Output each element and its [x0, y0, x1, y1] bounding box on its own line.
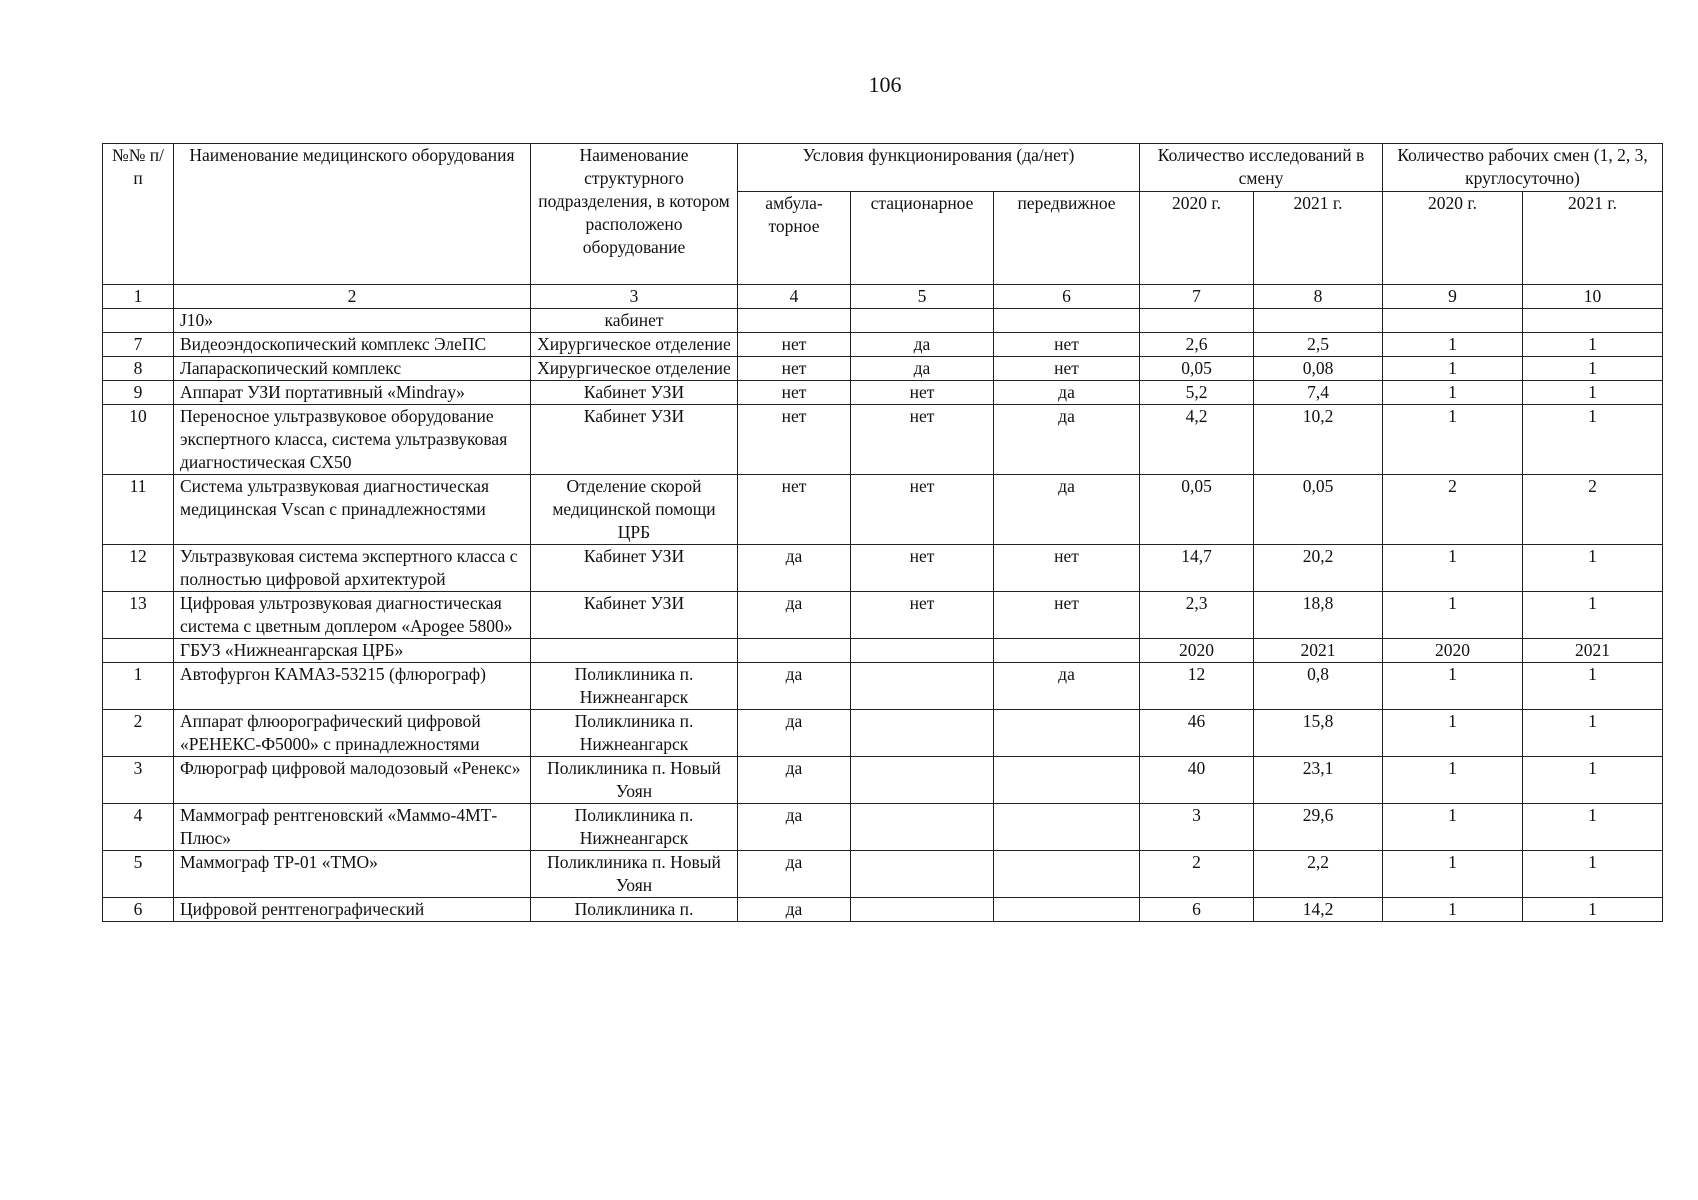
mobile-value — [994, 851, 1140, 898]
column-number: 10 — [1523, 285, 1663, 309]
equipment-name: Ультразвуковая система экспертного класса с полностью цифровой архитектурой — [174, 545, 531, 592]
shifts-2020: 1 — [1383, 710, 1523, 757]
column-number: 8 — [1254, 285, 1383, 309]
ambulatory-value: нет — [738, 475, 851, 545]
studies-2020: 5,2 — [1140, 381, 1254, 405]
ambulatory-value: нет — [738, 357, 851, 381]
table-row — [103, 333, 1663, 357]
table-row — [103, 639, 1663, 663]
mobile-value: нет — [994, 592, 1140, 639]
row-number: 8 — [103, 357, 174, 381]
mobile-value — [994, 804, 1140, 851]
stationary-value — [851, 851, 994, 898]
column-number: 3 — [531, 285, 738, 309]
shifts-2020 — [1383, 309, 1523, 333]
mobile-value — [994, 898, 1140, 922]
stationary-value: да — [851, 357, 994, 381]
ambulatory-value: нет — [738, 405, 851, 475]
table-row — [103, 710, 1663, 757]
studies-2020 — [1140, 309, 1254, 333]
studies-2021: 2021 — [1254, 639, 1383, 663]
ambulatory-value: нет — [738, 381, 851, 405]
studies-2021: 10,2 — [1254, 405, 1383, 475]
shifts-2021: 1 — [1523, 663, 1663, 710]
shifts-2020: 1 — [1383, 757, 1523, 804]
shifts-2020: 1 — [1383, 357, 1523, 381]
department: Кабинет УЗИ — [531, 545, 738, 592]
studies-2020: 14,7 — [1140, 545, 1254, 592]
shifts-2021 — [1523, 309, 1663, 333]
table-row — [103, 757, 1663, 804]
stationary-value: нет — [851, 545, 994, 592]
table-row — [103, 381, 1663, 405]
studies-2020: 46 — [1140, 710, 1254, 757]
mobile-value: да — [994, 405, 1140, 475]
table-row — [103, 475, 1663, 545]
row-number: 5 — [103, 851, 174, 898]
studies-2020: 40 — [1140, 757, 1254, 804]
department: Хирургическое отделение — [531, 357, 738, 381]
ambulatory-value: да — [738, 592, 851, 639]
studies-2021: 18,8 — [1254, 592, 1383, 639]
studies-2021: 2,2 — [1254, 851, 1383, 898]
ambulatory-value: да — [738, 545, 851, 592]
shifts-2021: 1 — [1523, 757, 1663, 804]
studies-2020: 0,05 — [1140, 475, 1254, 545]
equipment-name: Флюрограф цифровой малодозовый «Ренекс» — [174, 757, 531, 804]
shifts-2020: 1 — [1383, 405, 1523, 475]
equipment-name: Цифровой рентгенографический — [174, 898, 531, 922]
studies-2020: 4,2 — [1140, 405, 1254, 475]
stationary-value — [851, 639, 994, 663]
stationary-value: да — [851, 333, 994, 357]
column-number: 2 — [174, 285, 531, 309]
studies-2021: 7,4 — [1254, 381, 1383, 405]
department: Поликлиника п. Новый Уоян — [531, 851, 738, 898]
equipment-name: Лапараскопический комплекс — [174, 357, 531, 381]
studies-2020: 3 — [1140, 804, 1254, 851]
table-row — [103, 851, 1663, 898]
ambulatory-value — [738, 639, 851, 663]
table-row — [103, 898, 1663, 922]
column-number: 1 — [103, 285, 174, 309]
subheader-shifts-2020: 2020 г. — [1383, 192, 1523, 285]
shifts-2021: 2021 — [1523, 639, 1663, 663]
mobile-value: нет — [994, 333, 1140, 357]
table-row — [103, 804, 1663, 851]
row-number: 3 — [103, 757, 174, 804]
studies-2021: 0,8 — [1254, 663, 1383, 710]
studies-2021: 14,2 — [1254, 898, 1383, 922]
studies-2020: 2,6 — [1140, 333, 1254, 357]
row-number: 11 — [103, 475, 174, 545]
ambulatory-value: нет — [738, 333, 851, 357]
row-number: 2 — [103, 710, 174, 757]
row-number: 12 — [103, 545, 174, 592]
equipment-name: Автофургон КАМАЗ-53215 (флюрограф) — [174, 663, 531, 710]
studies-2021: 0,05 — [1254, 475, 1383, 545]
equipment-name: Аппарат УЗИ портативный «Mindray» — [174, 381, 531, 405]
subheader-ambulatory: амбула-торное — [738, 192, 851, 285]
shifts-2020: 2 — [1383, 475, 1523, 545]
mobile-value: нет — [994, 357, 1140, 381]
table-row — [103, 545, 1663, 592]
equipment-name: Аппарат флюорографический цифровой «РЕНЕКС-Ф5000» с принадлежностями — [174, 710, 531, 757]
stationary-value: нет — [851, 475, 994, 545]
studies-2021 — [1254, 309, 1383, 333]
shifts-2021: 2 — [1523, 475, 1663, 545]
shifts-2021: 1 — [1523, 851, 1663, 898]
mobile-value — [994, 309, 1140, 333]
department: Кабинет УЗИ — [531, 592, 738, 639]
mobile-value — [994, 757, 1140, 804]
column-number: 5 — [851, 285, 994, 309]
row-number — [103, 309, 174, 333]
table-row — [103, 357, 1663, 381]
stationary-value — [851, 309, 994, 333]
shifts-2020: 1 — [1383, 851, 1523, 898]
studies-2020: 6 — [1140, 898, 1254, 922]
equipment-name: Маммограф ТР-01 «ТМО» — [174, 851, 531, 898]
table-row — [103, 309, 1663, 333]
mobile-value — [994, 710, 1140, 757]
stationary-value: нет — [851, 405, 994, 475]
equipment-name: Переносное ультразвуковое оборудование экспертного класса, система ультразвуковая диагностическая CX50 — [174, 405, 531, 475]
equipment-name: Система ультразвуковая диагностическая медицинская Vscan с принадлежностями — [174, 475, 531, 545]
header-department: Наименование структурного подразделения, в котором расположено оборудование — [531, 144, 738, 285]
mobile-value: да — [994, 381, 1140, 405]
header-conditions: Условия функционирования (да/нет) — [738, 144, 1140, 192]
ambulatory-value: да — [738, 804, 851, 851]
studies-2021: 20,2 — [1254, 545, 1383, 592]
studies-2021: 15,8 — [1254, 710, 1383, 757]
ambulatory-value: да — [738, 710, 851, 757]
shifts-2021: 1 — [1523, 592, 1663, 639]
stationary-value — [851, 898, 994, 922]
shifts-2020: 2020 — [1383, 639, 1523, 663]
header-num: №№ п/п — [103, 144, 174, 285]
ambulatory-value: да — [738, 851, 851, 898]
shifts-2020: 1 — [1383, 592, 1523, 639]
studies-2020: 2,3 — [1140, 592, 1254, 639]
ambulatory-value: да — [738, 663, 851, 710]
department: Кабинет УЗИ — [531, 405, 738, 475]
row-number: 13 — [103, 592, 174, 639]
column-number: 6 — [994, 285, 1140, 309]
equipment-name: Видеоэндоскопический комплекс ЭлеПС — [174, 333, 531, 357]
department: кабинет — [531, 309, 738, 333]
shifts-2021: 1 — [1523, 357, 1663, 381]
studies-2021: 29,6 — [1254, 804, 1383, 851]
equipment-name: ГБУЗ «Нижнеангарская ЦРБ» — [174, 639, 531, 663]
stationary-value — [851, 757, 994, 804]
department: Поликлиника п. Нижнеангарск — [531, 710, 738, 757]
ambulatory-value: да — [738, 898, 851, 922]
subheader-studies-2020: 2020 г. — [1140, 192, 1254, 285]
shifts-2020: 1 — [1383, 898, 1523, 922]
subheader-mobile: передвижное — [994, 192, 1140, 285]
row-number — [103, 639, 174, 663]
row-number: 1 — [103, 663, 174, 710]
mobile-value — [994, 639, 1140, 663]
ambulatory-value: да — [738, 757, 851, 804]
shifts-2021: 1 — [1523, 804, 1663, 851]
shifts-2021: 1 — [1523, 381, 1663, 405]
stationary-value — [851, 804, 994, 851]
stationary-value — [851, 663, 994, 710]
equipment-name: Цифровая ультрозвуковая диагностическая система с цветным доплером «Apogee 5800» — [174, 592, 531, 639]
subheader-stationary: стационарное — [851, 192, 994, 285]
department: Кабинет УЗИ — [531, 381, 738, 405]
header-row — [103, 144, 1663, 192]
mobile-value: да — [994, 663, 1140, 710]
shifts-2021: 1 — [1523, 545, 1663, 592]
row-number: 4 — [103, 804, 174, 851]
equipment-table — [102, 143, 1663, 922]
shifts-2021: 1 — [1523, 898, 1663, 922]
header-studies: Количество исследований в смену — [1140, 144, 1383, 192]
ambulatory-value — [738, 309, 851, 333]
row-number: 7 — [103, 333, 174, 357]
table-row — [103, 592, 1663, 639]
studies-2021: 2,5 — [1254, 333, 1383, 357]
shifts-2020: 1 — [1383, 333, 1523, 357]
stationary-value: нет — [851, 592, 994, 639]
header-shifts: Количество рабочих смен (1, 2, 3, круглосуточно) — [1383, 144, 1663, 192]
shifts-2020: 1 — [1383, 381, 1523, 405]
shifts-2020: 1 — [1383, 804, 1523, 851]
equipment-name: J10» — [174, 309, 531, 333]
department: Отделение скорой медицинской помощи ЦРБ — [531, 475, 738, 545]
subheader-studies-2021: 2021 г. — [1254, 192, 1383, 285]
shifts-2021: 1 — [1523, 333, 1663, 357]
department — [531, 639, 738, 663]
shifts-2020: 1 — [1383, 545, 1523, 592]
column-number: 7 — [1140, 285, 1254, 309]
department: Поликлиника п. Нижнеангарск — [531, 804, 738, 851]
department: Поликлиника п. — [531, 898, 738, 922]
department: Поликлиника п. Нижнеангарск — [531, 663, 738, 710]
column-number: 4 — [738, 285, 851, 309]
mobile-value: нет — [994, 545, 1140, 592]
mobile-value: да — [994, 475, 1140, 545]
department: Поликлиника п. Новый Уоян — [531, 757, 738, 804]
studies-2020: 0,05 — [1140, 357, 1254, 381]
stationary-value: нет — [851, 381, 994, 405]
column-number: 9 — [1383, 285, 1523, 309]
table-row — [103, 663, 1663, 710]
subheader-shifts-2021: 2021 г. — [1523, 192, 1663, 285]
studies-2020: 2 — [1140, 851, 1254, 898]
column-number-row — [103, 285, 1663, 309]
studies-2020: 2020 — [1140, 639, 1254, 663]
row-number: 10 — [103, 405, 174, 475]
studies-2021: 0,08 — [1254, 357, 1383, 381]
stationary-value — [851, 710, 994, 757]
shifts-2021: 1 — [1523, 710, 1663, 757]
studies-2021: 23,1 — [1254, 757, 1383, 804]
shifts-2021: 1 — [1523, 405, 1663, 475]
table-row — [103, 405, 1663, 475]
row-number: 9 — [103, 381, 174, 405]
department: Хирургическое отделение — [531, 333, 738, 357]
row-number: 6 — [103, 898, 174, 922]
shifts-2020: 1 — [1383, 663, 1523, 710]
header-equipment-name: Наименование медицинского оборудования — [174, 144, 531, 285]
page-number: 106 — [868, 72, 902, 97]
equipment-name: Маммограф рентгеновский «Маммо-4МТ-Плюс» — [174, 804, 531, 851]
studies-2020: 12 — [1140, 663, 1254, 710]
